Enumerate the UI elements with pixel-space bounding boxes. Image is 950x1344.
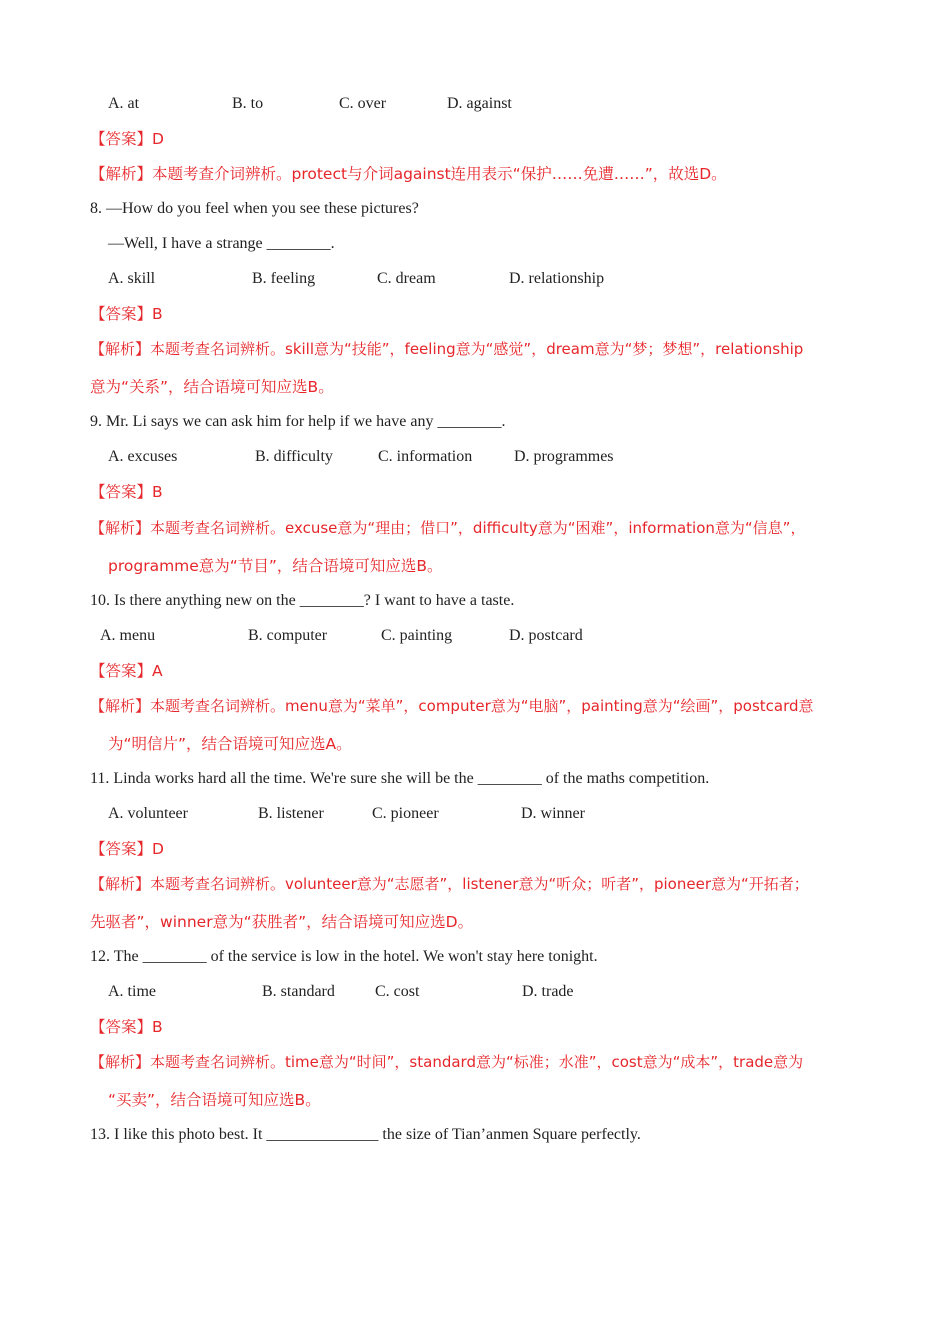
q10-option-c: C. painting (381, 627, 453, 644)
q12-answer-label: 【答案】 (90, 1018, 153, 1036)
q8-stem-1: 8. —How do you feel when you see these pictures? (90, 200, 419, 217)
q7-analysis: 【解析】本题考查介词辨析。protect与介词against连用表示“保护……免遭……”，故选D。 (90, 165, 727, 183)
q11-answer-label: 【答案】 (90, 840, 153, 858)
q9-option-b: B. difficulty (255, 448, 333, 465)
q13-stem: 13. I like this photo best. It ______________ the size of Tian’anmen Square perfectly. (90, 1126, 641, 1143)
q11-option-a: A. volunteer (108, 805, 188, 822)
q12-answer-value: B (152, 1018, 163, 1036)
q9-analysis-line-1: 【解析】本题考查名词辨析。excuse意为“理由；借口”，difficulty意为“困难”，information意为“信息”， (90, 519, 806, 537)
q10-option-d: D. postcard (509, 627, 583, 644)
q8-answer-label: 【答案】 (90, 305, 153, 323)
q12-analysis-line-1: 【解析】本题考查名词辨析。time意为“时间”，standard意为“标准；水准”，cost意为“成本”，trade意为 (90, 1053, 804, 1071)
q9-option-c: C. information (378, 448, 473, 465)
q12-answer (90, 1016, 163, 1038)
q8-analysis-line-2: 意为“关系”，结合语境可知应选B。 (90, 378, 334, 396)
q12-option-c: C. cost (375, 983, 420, 1000)
q11-option-d: D. winner (521, 805, 585, 822)
q10-option-b: B. computer (248, 627, 328, 644)
q12-option-b: B. standard (262, 983, 335, 1000)
q10-option-a: A. menu (100, 627, 156, 644)
q7-option-c: C. over (339, 95, 387, 112)
q8-answer (90, 303, 163, 325)
q9-answer-value: B (152, 483, 163, 501)
q9-answer (90, 481, 163, 503)
q8-stem-2: —Well, I have a strange ________. (108, 235, 335, 252)
q8-option-a: A. skill (108, 270, 156, 287)
q9-option-d: D. programmes (514, 448, 614, 465)
q11-option-c: C. pioneer (372, 805, 439, 822)
q8-answer-value: B (152, 305, 163, 323)
q10-answer (90, 660, 163, 682)
q10-answer-label: 【答案】 (90, 662, 153, 680)
q9-stem: 9. Mr. Li says we can ask him for help if we have any ________. (90, 413, 506, 430)
q8-option-d: D. relationship (509, 270, 605, 287)
q7-option-a: A. at (108, 95, 140, 112)
q11-option-b: B. listener (258, 805, 324, 822)
q10-answer-value: A (152, 662, 163, 680)
q10-stem: 10. Is there anything new on the ________? I want to have a taste. (90, 592, 515, 609)
q12-option-a: A. time (108, 983, 156, 1000)
q11-analysis-line-2: 先驱者”，winner意为“获胜者”，结合语境可知应选D。 (90, 913, 474, 931)
q12-option-d: D. trade (522, 983, 574, 1000)
q9-answer-label: 【答案】 (90, 483, 153, 501)
q11-analysis-line-1: 【解析】本题考查名词辨析。volunteer意为“志愿者”，listener意为“听众；听者”，pioneer意为“开拓者； (90, 875, 809, 893)
q8-option-c: C. dream (377, 270, 436, 287)
q7-option-d: D. against (447, 95, 512, 112)
q7-answer-label: 【答案】 (90, 130, 153, 148)
q12-stem: 12. The ________ of the service is low in the hotel. We won't stay here tonight. (90, 948, 598, 965)
q7-answer-value: D (152, 130, 164, 148)
q7-answer (90, 128, 164, 150)
q8-option-b: B. feeling (252, 270, 316, 287)
q11-answer-value: D (152, 840, 164, 858)
q10-analysis-line-2: 为“明信片”，结合语境可知应选A。 (108, 735, 352, 753)
q9-analysis-line-2: programme意为“节目”，结合语境可知应选B。 (108, 557, 443, 575)
q9-option-a: A. excuses (108, 448, 178, 465)
q8-analysis-line-1: 【解析】本题考查名词辨析。skill意为“技能”，feeling意为“感觉”，dream意为“梦；梦想”，relationship (90, 340, 804, 358)
q11-answer (90, 838, 164, 860)
q12-analysis-line-2: “买卖”，结合语境可知应选B。 (108, 1091, 321, 1109)
q7-option-b: B. to (232, 95, 264, 112)
q10-analysis-line-1: 【解析】本题考查名词辨析。menu意为“菜单”，computer意为“电脑”，painting意为“绘画”，postcard意 (90, 697, 814, 715)
q11-stem: 11. Linda works hard all the time. We're sure she will be the ________ of the maths competition. (90, 770, 710, 787)
